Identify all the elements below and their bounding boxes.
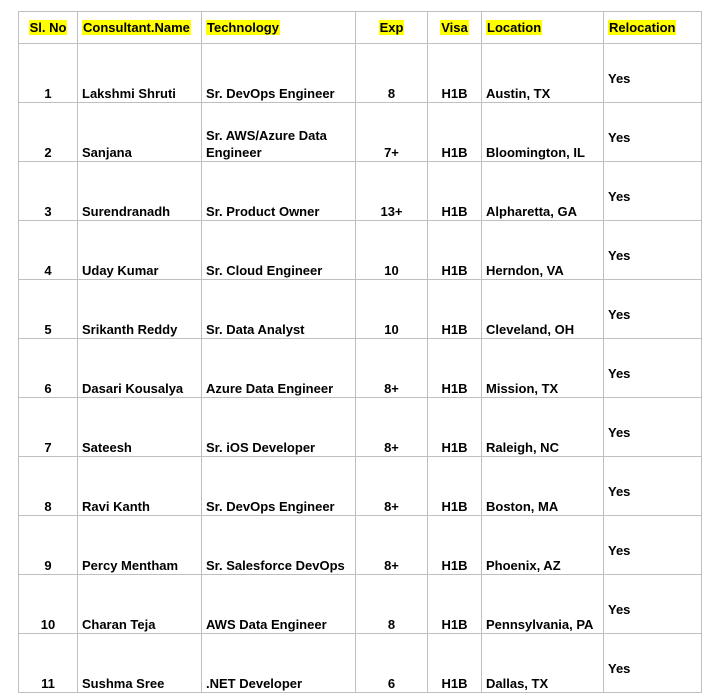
cell-technology: AWS Data Engineer xyxy=(202,575,356,634)
cell-visa: H1B xyxy=(428,634,482,693)
table-row xyxy=(19,398,702,457)
cell-exp: 8 xyxy=(356,44,428,103)
cell-exp: 8+ xyxy=(356,457,428,516)
table-row xyxy=(19,280,702,339)
cell-technology: Sr. Salesforce DevOps xyxy=(202,516,356,575)
cell-relocation: Yes xyxy=(604,516,702,575)
header-exp: Exp xyxy=(356,12,428,44)
cell-location: Pennsylvania, PA xyxy=(482,575,604,634)
cell-visa: H1B xyxy=(428,162,482,221)
cell-consultant-name: Sushma Sree xyxy=(78,634,202,693)
cell-exp: 10 xyxy=(356,280,428,339)
cell-technology: Sr. Data Analyst xyxy=(202,280,356,339)
cell-visa: H1B xyxy=(428,516,482,575)
cell-consultant-name: Sanjana xyxy=(78,103,202,162)
cell-technology: Sr. AWS/Azure Data Engineer xyxy=(202,103,356,162)
cell-sl-no: 8 xyxy=(19,457,78,516)
header-sl-no: Sl. No xyxy=(19,12,78,44)
cell-exp: 8+ xyxy=(356,398,428,457)
table-row xyxy=(19,339,702,398)
header-consultant-name: Consultant.Name xyxy=(78,12,202,44)
cell-consultant-name: Srikanth Reddy xyxy=(78,280,202,339)
cell-location: Phoenix, AZ xyxy=(482,516,604,575)
header-location: Location xyxy=(482,12,604,44)
table-row xyxy=(19,44,702,103)
cell-sl-no: 3 xyxy=(19,162,78,221)
cell-location: Austin, TX xyxy=(482,44,604,103)
cell-exp: 6 xyxy=(356,634,428,693)
header-visa: Visa xyxy=(428,12,482,44)
table-row xyxy=(19,634,702,693)
cell-location: Herndon, VA xyxy=(482,221,604,280)
cell-exp: 13+ xyxy=(356,162,428,221)
cell-location: Alpharetta, GA xyxy=(482,162,604,221)
cell-exp: 7+ xyxy=(356,103,428,162)
cell-exp: 8+ xyxy=(356,339,428,398)
cell-technology: Sr. iOS Developer xyxy=(202,398,356,457)
cell-consultant-name: Ravi Kanth xyxy=(78,457,202,516)
cell-location: Dallas, TX xyxy=(482,634,604,693)
cell-location: Raleigh, NC xyxy=(482,398,604,457)
cell-relocation: Yes xyxy=(604,162,702,221)
cell-sl-no: 2 xyxy=(19,103,78,162)
cell-relocation: Yes xyxy=(604,575,702,634)
table-row xyxy=(19,575,702,634)
cell-visa: H1B xyxy=(428,339,482,398)
cell-sl-no: 4 xyxy=(19,221,78,280)
cell-sl-no: 11 xyxy=(19,634,78,693)
cell-visa: H1B xyxy=(428,44,482,103)
table-row xyxy=(19,221,702,280)
cell-technology: Sr. DevOps Engineer xyxy=(202,457,356,516)
cell-relocation: Yes xyxy=(604,339,702,398)
cell-technology: Sr. Product Owner xyxy=(202,162,356,221)
cell-consultant-name: Charan Teja xyxy=(78,575,202,634)
cell-sl-no: 6 xyxy=(19,339,78,398)
cell-exp: 10 xyxy=(356,221,428,280)
cell-location: Mission, TX xyxy=(482,339,604,398)
cell-relocation: Yes xyxy=(604,398,702,457)
cell-visa: H1B xyxy=(428,221,482,280)
cell-technology: Sr. DevOps Engineer xyxy=(202,44,356,103)
cell-visa: H1B xyxy=(428,103,482,162)
cell-visa: H1B xyxy=(428,280,482,339)
cell-location: Cleveland, OH xyxy=(482,280,604,339)
cell-visa: H1B xyxy=(428,575,482,634)
cell-exp: 8 xyxy=(356,575,428,634)
cell-consultant-name: Dasari Kousalya xyxy=(78,339,202,398)
cell-consultant-name: Uday Kumar xyxy=(78,221,202,280)
cell-relocation: Yes xyxy=(604,280,702,339)
table-row xyxy=(19,103,702,162)
cell-consultant-name: Sateesh xyxy=(78,398,202,457)
cell-relocation: Yes xyxy=(604,44,702,103)
cell-consultant-name: Percy Mentham xyxy=(78,516,202,575)
header-relocation: Relocation xyxy=(604,12,702,44)
cell-consultant-name: Lakshmi Shruti xyxy=(78,44,202,103)
cell-relocation: Yes xyxy=(604,103,702,162)
table-row xyxy=(19,457,702,516)
cell-exp: 8+ xyxy=(356,516,428,575)
cell-sl-no: 5 xyxy=(19,280,78,339)
cell-sl-no: 1 xyxy=(19,44,78,103)
cell-sl-no: 10 xyxy=(19,575,78,634)
cell-sl-no: 9 xyxy=(19,516,78,575)
cell-technology: .NET Developer xyxy=(202,634,356,693)
cell-consultant-name: Surendranadh xyxy=(78,162,202,221)
cell-relocation: Yes xyxy=(604,221,702,280)
cell-location: Boston, MA xyxy=(482,457,604,516)
cell-technology: Sr. Cloud Engineer xyxy=(202,221,356,280)
cell-sl-no: 7 xyxy=(19,398,78,457)
table-row xyxy=(19,516,702,575)
cell-relocation: Yes xyxy=(604,634,702,693)
header-technology: Technology xyxy=(202,12,356,44)
cell-visa: H1B xyxy=(428,398,482,457)
cell-location: Bloomington, IL xyxy=(482,103,604,162)
consultant-table xyxy=(18,11,702,693)
cell-relocation: Yes xyxy=(604,457,702,516)
cell-technology: Azure Data Engineer xyxy=(202,339,356,398)
header-row xyxy=(19,12,702,44)
table-row xyxy=(19,162,702,221)
cell-visa: H1B xyxy=(428,457,482,516)
